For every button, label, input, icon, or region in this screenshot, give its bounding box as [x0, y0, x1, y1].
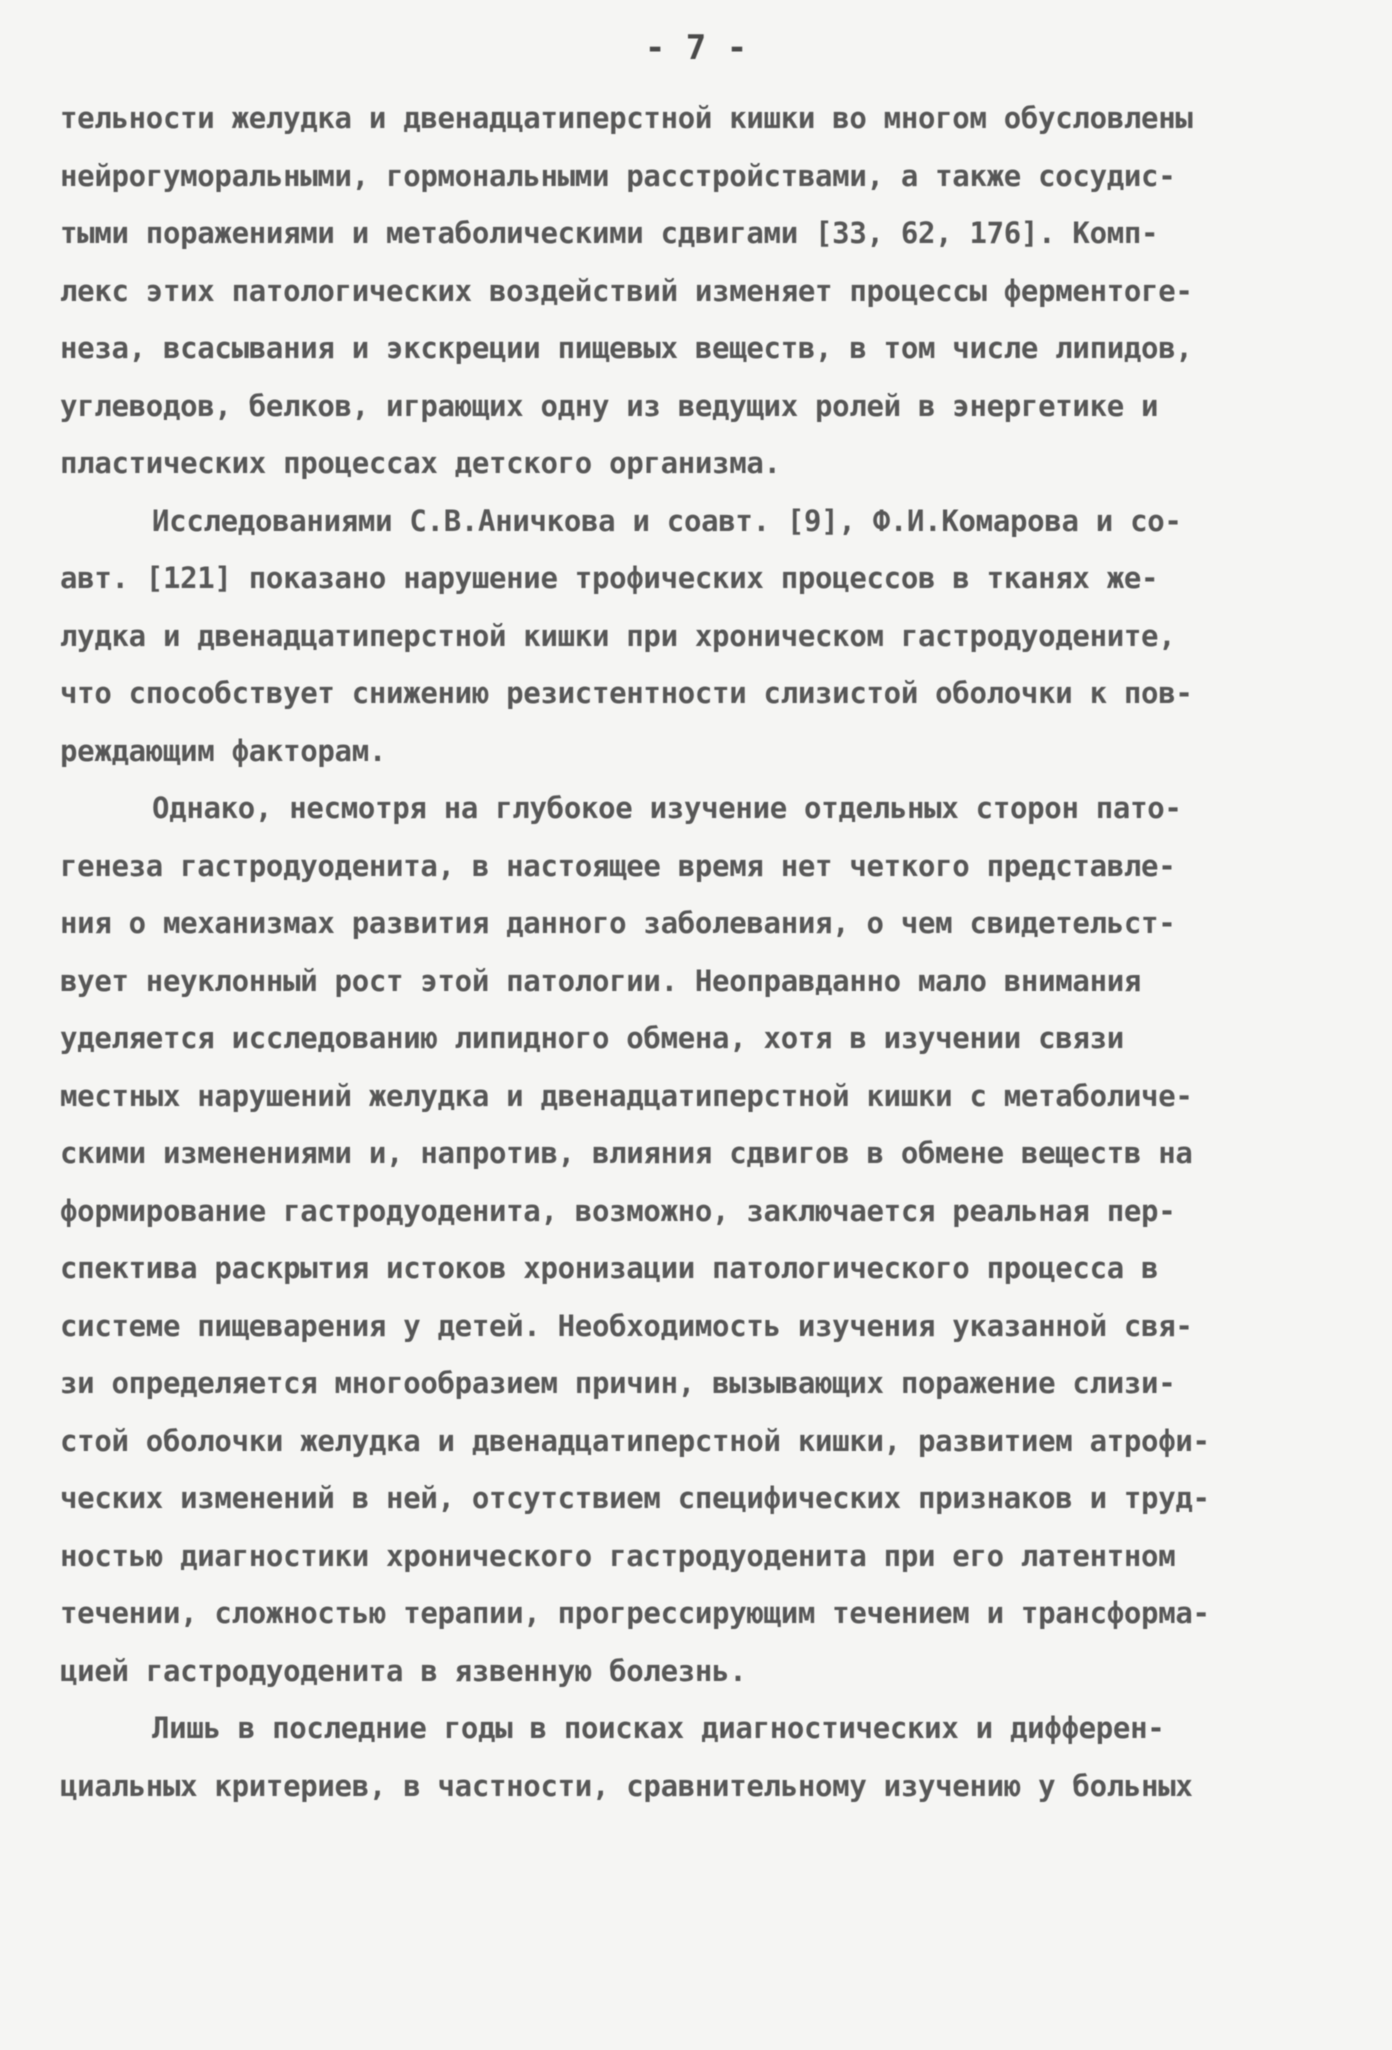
paragraph-3	[60, 780, 1300, 1700]
text-line: ния о механизмах развития данного заболевания, о чем свидетельст-	[60, 906, 1176, 940]
paragraph-2	[60, 493, 1300, 781]
text-line: лудка и двенадцатиперстной кишки при хроническом гастродуодените,	[60, 618, 1176, 653]
text-line: цией гастродуоденита в язвенную болезнь.	[60, 1653, 747, 1688]
page-number: - 7 -	[644, 28, 748, 68]
text-line: неза, всасывания и экскреции пищевых веществ, в том числе липидов,	[60, 331, 1193, 365]
text-line: ностью диагностики хронического гастродуоденита при его латентном	[60, 1538, 1176, 1573]
text-line: системе пищеварения у детей. Необходимость изучения указанной свя-	[60, 1308, 1193, 1343]
text-line: что способствует снижению резистентности слизистой оболочки к пов-	[60, 676, 1193, 710]
text-line: тельности желудка и двенадцатиперстной кишки во многом обусловлены	[60, 101, 1193, 135]
text-line: пластических процессах детского организма.	[60, 446, 781, 480]
paragraph-1	[60, 90, 1300, 493]
text-line: Лишь в последние годы в поисках диагностических и дифферен-	[152, 1711, 1165, 1745]
text-line: нейрогуморальными, гормональными расстройствами, а также сосудис-	[60, 158, 1176, 193]
text-line: течении, сложностью терапии, прогрессирующим течением и трансформа-	[60, 1596, 1210, 1630]
text-line: реждающим факторам.	[60, 733, 387, 768]
text-line: формирование гастродуоденита, возможно, заключается реальная пер-	[60, 1193, 1176, 1228]
text-line: авт. [121] показано нарушение трофических процессов в тканях же-	[60, 561, 1159, 595]
text-line: циальных критериев, в частности, сравнительному изучению у больных	[60, 1768, 1193, 1803]
text-line: углеводов, белков, играющих одну из ведущих ролей в энергетике и	[60, 388, 1159, 423]
text-line: зи определяется многообразием причин, вызывающих поражение слизи-	[60, 1366, 1176, 1400]
text-line: уделяется исследованию липидного обмена, хотя в изучении связи	[60, 1021, 1124, 1055]
text-line: лекс этих патологических воздействий изменяет процессы ферментоге-	[60, 273, 1193, 308]
text-line: Однако, несмотря на глубокое изучение отдельных сторон пато-	[152, 791, 1182, 825]
text-line: генеза гастродуоденита, в настоящее время нет четкого представле-	[60, 848, 1176, 883]
text-line: тыми поражениями и метаболическими сдвигами [33, 62, 176]. Комп-	[60, 216, 1159, 250]
text-line: стой оболочки желудка и двенадцатиперстной кишки, развитием атрофи-	[60, 1423, 1210, 1458]
text-line: скими изменениями и, напротив, влияния сдвигов в обмене веществ на	[60, 1136, 1193, 1170]
text-line: вует неуклонный рост этой патологии. Неоправданно мало внимания	[60, 963, 1142, 998]
text-line: спектива раскрытия истоков хронизации патологического процесса в	[60, 1251, 1159, 1285]
text-line: Исследованиями С.В.Аничкова и соавт. [9], Ф.И.Комарова и со-	[152, 503, 1182, 538]
document-body	[60, 90, 1300, 1815]
text-line: ческих изменений в ней, отсутствием специфических признаков и труд-	[60, 1481, 1210, 1515]
paragraph-4	[60, 1700, 1300, 1815]
text-line: местных нарушений желудка и двенадцатиперстной кишки с метаболиче-	[60, 1078, 1193, 1113]
